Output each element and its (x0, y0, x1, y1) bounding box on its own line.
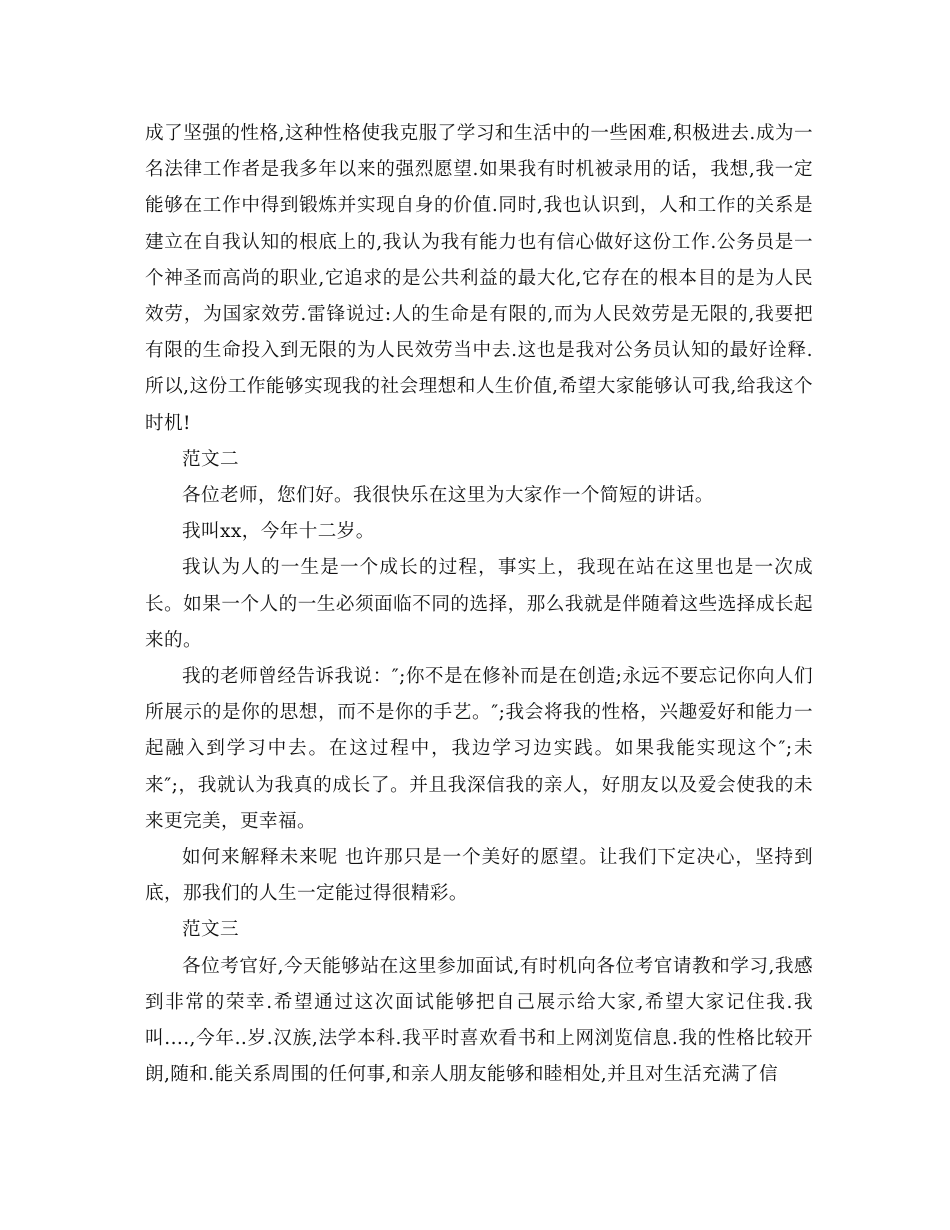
paragraph-growth: 我认为人的一生是一个成长的过程，事实上，我现在站在这里也是一次成长。如果一个人的一生必须面临不同的选择，那么我就是伴随着这些选择成长起来的。 (145, 557, 813, 651)
document-body (145, 116, 813, 1093)
paragraph-intro-continuation: 成了坚强的性格,这种性格使我克服了学习和生活中的一些困难,积极进去.成为一名法律工作者是我多年以来的强烈愿望.如果我有时机被录用的话，我想,我一定能够在工作中得到锻炼并实现自身的价值.同时,我也认识到，人和工作的关系是建立在自我认知的根底上的,我认为我有能力也有信心做好这份工作.公务员是一个神圣而高尚的职业,它追求的是公共利益的最大化,它存在的根本目的是为人民效劳，为国家效劳.雷锋说过:人的生命是有限的,而为人民效劳是无限的,我要把有限的生命投入到无限的为人民效劳当中去.这也是我对公务员认知的最好诠释.所以,这份工作能够实现我的社会理想和人生价值,希望大家能够认可我,给我这个时机! (145, 123, 813, 434)
paragraph-greeting: 各位老师，您们好。我很快乐在这里为大家作一个简短的讲话。 (182, 485, 714, 507)
section-heading-fanwen-er: 范文二 (182, 448, 239, 470)
paragraph-self-intro: 我叫xx，今年十二岁。 (182, 521, 375, 543)
section-heading-fanwen-san: 范文三 (182, 919, 239, 941)
paragraph-teacher-quote: 我的老师曾经告诉我说：″;你不是在修补而是在创造;永远不要忘记你向人们所展示的是你的思想，而不是你的手艺。″;我会将我的性格，兴趣爱好和能力一起融入到学习中去。在这过程中，我边学习边实践。如果我能实现这个″;未来″;，我就认为我真的成长了。并且我深信我的亲人，好朋友以及爱会使我的未来更完美，更幸福。 (145, 666, 813, 832)
paragraph-future: 如何来解释未来呢 也许那只是一个美好的愿望。让我们下定决心，坚持到底，那我们的人生一定能过得很精彩。 (145, 847, 813, 905)
paragraph-interview-intro: 各位考官好,今天能够站在这里参加面试,有时机向各位考官请教和学习,我感到非常的荣幸.希望通过这次面试能够把自己展示给大家,希望大家记住我.我叫....,今年..岁.汉族,法学本科.我平时喜欢看书和上网浏览信息.我的性格比较开朗,随和.能关系周围的任何事,和亲人朋友能够和睦相处,并且对生活充满了信 (145, 955, 813, 1086)
